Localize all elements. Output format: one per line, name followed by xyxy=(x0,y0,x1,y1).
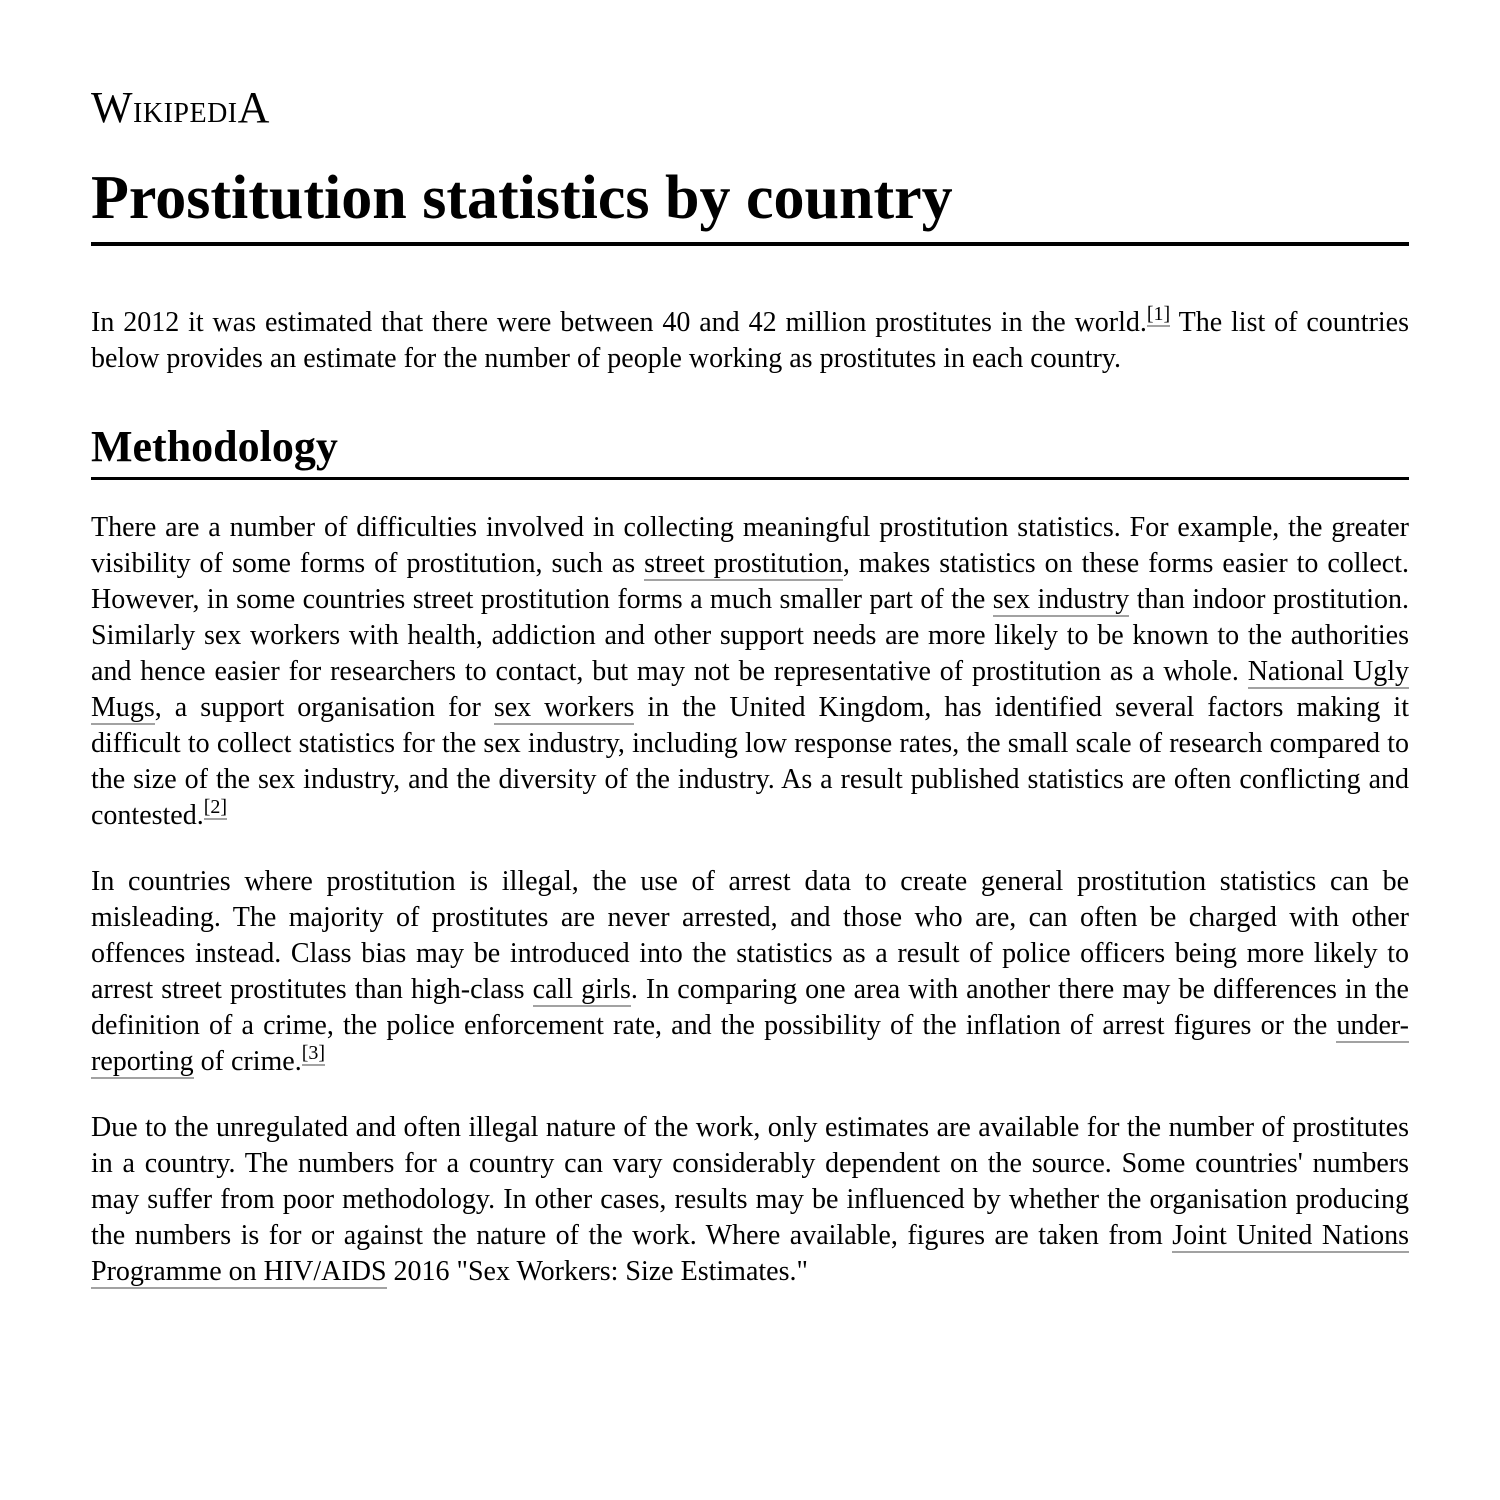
paragraph-text: In countries where prostitution is illegal, the use of arrest data to create general prostitution statistics can be misleading. The majority of prostitutes are never arrested, and those who are, can often be charged with other offences instead. Class bias may be introduced into the statistics as a result of police officers being more likely to arrest street prostitutes than high-class xyxy=(91,866,1409,1005)
citation-ref-1 xyxy=(1147,303,1170,327)
citation-link-1[interactable]: [1] xyxy=(1146,303,1171,325)
wordmark-middle: ikipedi xyxy=(133,86,238,131)
paragraph-text: in the United Kingdom, has identified several factors making it difficult to collect statistics for the sex industry, including low response rates, the small scale of research compared to the size of the sex industry, and the diversity of the industry. As a result published statistics are often conflicting and contested. xyxy=(91,692,1409,831)
citation-ref-3 xyxy=(302,1042,325,1066)
intro-text-2: The list of countries below provides an estimate for the number of people working as prostitutes in each country. xyxy=(91,307,1409,374)
section-heading-methodology: Methodology xyxy=(91,421,1409,480)
paragraph-text: , a support organisation for xyxy=(154,692,494,723)
link-street-prostitution[interactable]: street prostitution xyxy=(644,548,843,579)
methodology-paragraph-1 xyxy=(91,510,1409,834)
link-unaids[interactable]: Joint United Nations Programme on HIV/AIDS xyxy=(91,1220,1410,1287)
link-national-ugly-mugs[interactable]: National Ugly Mugs xyxy=(91,656,1409,723)
link-sex-industry[interactable]: sex industry xyxy=(992,584,1130,615)
paragraph-text: . In comparing one area with another there may be differences in the definition of a crime, the police enforcement rate, and the possibility of the inflation of arrest figures or the xyxy=(91,974,1409,1041)
paragraph-text: than indoor prostitution. Similarly sex workers with health, addiction and other support needs are more likely to be known to the authorities and hence easier for researchers to contact, but may not be representative of prostitution as a whole. xyxy=(91,584,1409,687)
page-title: Prostitution statistics by country xyxy=(91,162,1409,246)
article-content xyxy=(91,305,1409,1320)
paragraph-text: of crime. xyxy=(193,1046,302,1077)
link-under-reporting[interactable]: under-reporting xyxy=(91,1010,1409,1077)
wordmark-first-letter: W xyxy=(91,83,134,132)
paragraph-text: , makes statistics on these forms easier to collect. However, in some countries street prostitution forms a much smaller part of the xyxy=(91,548,1409,615)
paragraph-text: 2016 "Sex Workers: Size Estimates." xyxy=(386,1256,808,1287)
paragraph-text: Due to the unregulated and often illegal nature of the work, only estimates are available for the number of prostitutes in a country. The numbers for a country can vary considerably dependent on the source. Some countries' numbers may suffer from poor methodology. In other cases, results may be influenced by whether the organisation producing the numbers is for or against the nature of the work. Where available, figures are taken from xyxy=(91,1112,1409,1251)
intro-text-1: In 2012 it was estimated that there were between 40 and 42 million prostitutes in the world. xyxy=(91,307,1147,338)
methodology-paragraph-3 xyxy=(91,1110,1409,1290)
wikipedia-wordmark-logo[interactable] xyxy=(91,83,270,132)
link-sex-workers[interactable]: sex workers xyxy=(493,692,635,723)
wordmark-last-letter: A xyxy=(237,83,270,132)
link-call-girls[interactable]: call girls xyxy=(532,974,631,1005)
citation-ref-2 xyxy=(204,796,227,820)
intro-paragraph xyxy=(91,305,1409,377)
paragraph-text: There are a number of difficulties involved in collecting meaningful prostitution statistics. For example, the greater visibility of some forms of prostitution, such as xyxy=(91,512,1409,579)
citation-link-3[interactable]: [3] xyxy=(301,1042,326,1064)
citation-link-2[interactable]: [2] xyxy=(203,796,228,818)
methodology-paragraph-2 xyxy=(91,864,1409,1080)
